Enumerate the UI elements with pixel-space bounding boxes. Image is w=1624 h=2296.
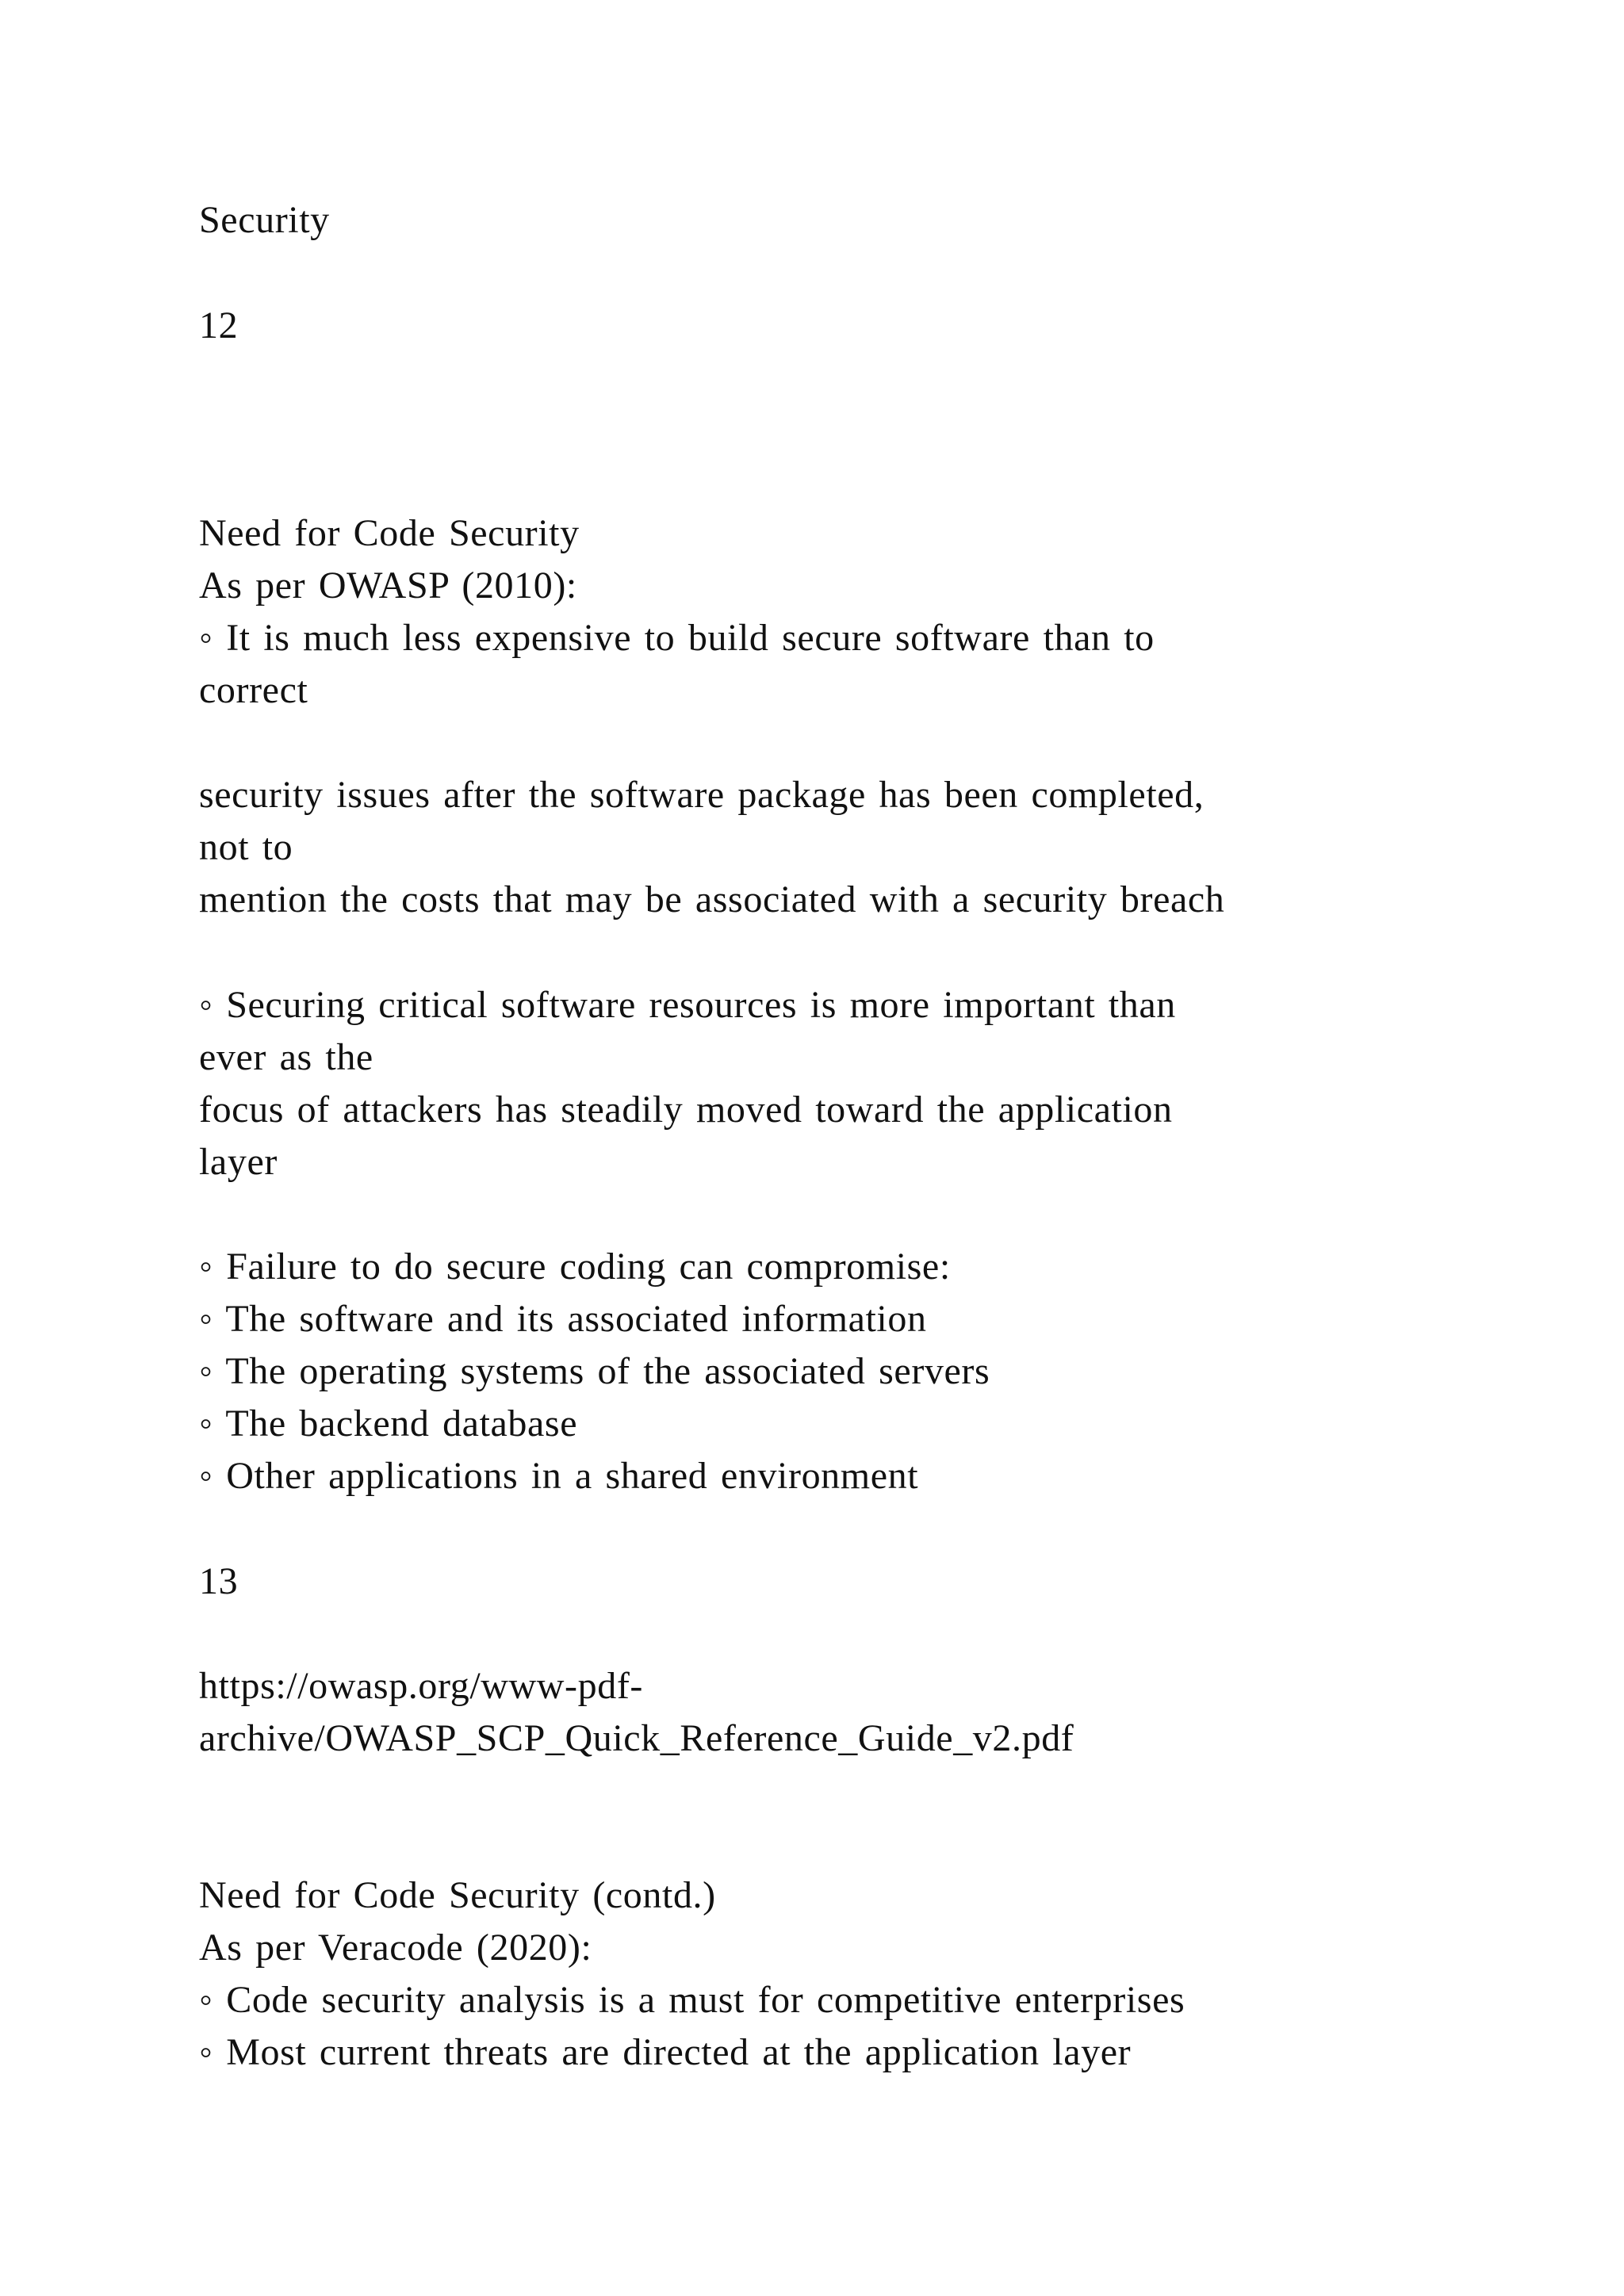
text-line: focus of attackers has steadily moved toward the application (199, 1089, 1173, 1131)
text-line: not to (199, 826, 293, 868)
reference-url: archive/OWASP_SCP_Quick_Reference_Guide_v2.pdf (199, 1717, 1074, 1759)
bullet-line: ◦ Securing critical software resources is more important than (199, 984, 1176, 1026)
bullet-line: ◦ Other applications in a shared environment (199, 1455, 919, 1497)
text-line: security issues after the software package has been completed, (199, 774, 1205, 816)
bullet-line: ◦ The backend database (199, 1402, 578, 1445)
text-line: layer (199, 1141, 278, 1183)
source-line: As per Veracode (2020): (199, 1927, 592, 1969)
page-number: 13 (199, 1560, 239, 1602)
page-number: 12 (199, 304, 239, 346)
text-line: ever as the (199, 1036, 373, 1078)
bullet-line: ◦ Failure to do secure coding can compromise: (199, 1246, 951, 1288)
running-header: Security (199, 199, 330, 241)
text-line: correct (199, 669, 308, 711)
source-line: As per OWASP (2010): (199, 564, 577, 607)
text-line: mention the costs that may be associated with a security breach (199, 878, 1225, 920)
section-heading: Need for Code Security (contd.) (199, 1874, 716, 1916)
bullet-line: ◦ The operating systems of the associated servers (199, 1350, 990, 1392)
bullet-line: ◦ Code security analysis is a must for competitive enterprises (199, 1979, 1185, 2021)
bullet-line: ◦ It is much less expensive to build secure software than to (199, 617, 1155, 659)
bullet-line: ◦ The software and its associated information (199, 1298, 927, 1340)
section-heading: Need for Code Security (199, 512, 580, 554)
bullet-line: ◦ Most current threats are directed at the application layer (199, 2031, 1132, 2073)
reference-url: https://owasp.org/www-pdf- (199, 1665, 644, 1707)
